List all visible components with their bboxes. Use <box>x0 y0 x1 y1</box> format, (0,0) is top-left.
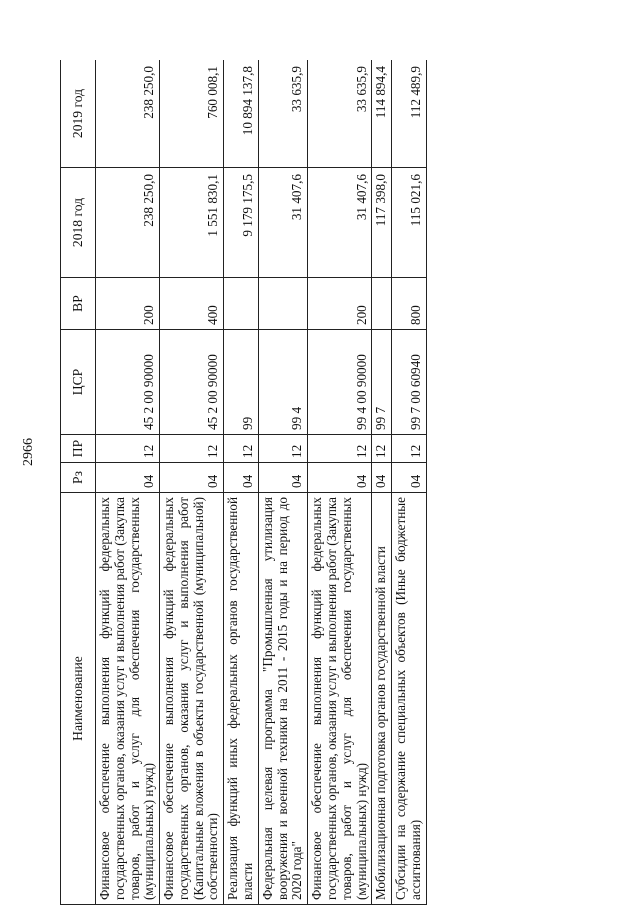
row-pr: 12 <box>96 435 160 463</box>
row-name: Реализация функций иных федеральных органов государственной власти <box>224 493 259 905</box>
row-pr: 12 <box>224 435 259 463</box>
row-2018: 31 407,6 <box>308 168 372 278</box>
row-pr: 12 <box>308 435 372 463</box>
row-2019: 10 894 137,8 <box>224 60 259 168</box>
row-pr: 12 <box>160 435 224 463</box>
header-csr: ЦСР <box>61 330 96 435</box>
row-2018: 115 021,6 <box>392 168 427 278</box>
row-2018: 238 250,0 <box>96 168 160 278</box>
budget-table <box>60 60 427 905</box>
budget-table-container <box>60 60 600 905</box>
row-csr: 99 4 <box>258 330 307 435</box>
row-2019: 33 635,9 <box>308 60 372 168</box>
row-name: Мобилизационная подготовка органов государственной власти <box>372 493 392 905</box>
row-csr: 99 <box>224 330 259 435</box>
header-2018: 2018 год <box>61 168 96 278</box>
table-row <box>392 60 427 905</box>
row-vr <box>224 278 259 330</box>
table-row <box>224 60 259 905</box>
row-vr <box>258 278 307 330</box>
table-header-row <box>61 60 96 905</box>
row-2018: 9 179 175,5 <box>224 168 259 278</box>
row-rz: 04 <box>96 463 160 493</box>
row-vr: 800 <box>392 278 427 330</box>
row-2019: 114 894,4 <box>372 60 392 168</box>
row-name: Финансовое обеспечение выполнения функций федеральных государственных органов, оказания услуг и выполнения работ (Закупка товаров, работ и услуг для обеспечения государственных (муниципальных) нужд) <box>308 493 372 905</box>
row-2018: 1 551 830,1 <box>160 168 224 278</box>
row-vr: 200 <box>308 278 372 330</box>
row-name: Субсидии на содержание специальных объектов (Иные бюджетные ассигнования) <box>392 493 427 905</box>
row-csr: 45 2 00 90000 <box>96 330 160 435</box>
row-2018: 31 407,6 <box>258 168 307 278</box>
table-row <box>258 60 307 905</box>
row-csr: 45 2 00 90000 <box>160 330 224 435</box>
row-pr: 12 <box>258 435 307 463</box>
row-vr <box>372 278 392 330</box>
header-pr: ПР <box>61 435 96 463</box>
header-vr: ВР <box>61 278 96 330</box>
table-row <box>372 60 392 905</box>
page-number-text: 2966 <box>21 438 36 466</box>
row-pr: 12 <box>392 435 427 463</box>
header-rz: Рз <box>61 463 96 493</box>
table-row <box>160 60 224 905</box>
row-2019: 33 635,9 <box>258 60 307 168</box>
row-name: Федеральная целевая программа "Промышленная утилизация вооружения и военной техники на 2011 - 2015 годы и на период до 2020 года" <box>258 493 307 905</box>
row-csr: 99 7 <box>372 330 392 435</box>
row-rz: 04 <box>308 463 372 493</box>
page-number <box>19 432 39 472</box>
row-csr: 99 7 00 60940 <box>392 330 427 435</box>
budget-table-rotated <box>60 60 600 905</box>
row-csr: 99 4 00 90000 <box>308 330 372 435</box>
row-2019: 112 489,9 <box>392 60 427 168</box>
row-2019: 238 250,0 <box>96 60 160 168</box>
row-rz: 04 <box>258 463 307 493</box>
row-rz: 04 <box>224 463 259 493</box>
header-name: Наименование <box>61 493 96 905</box>
row-rz: 04 <box>160 463 224 493</box>
row-2018: 117 398,0 <box>372 168 392 278</box>
row-vr: 400 <box>160 278 224 330</box>
header-2019: 2019 год <box>61 60 96 168</box>
row-rz: 04 <box>372 463 392 493</box>
table-row <box>96 60 160 905</box>
row-name: Финансовое обеспечение выполнения функций федеральных государственных органов, оказания услуг и выполнения работ (Закупка товаров, работ и услуг для обеспечения государственных (муниципальных) нужд) <box>96 493 160 905</box>
row-vr: 200 <box>96 278 160 330</box>
table-row <box>308 60 372 905</box>
row-name: Финансовое обеспечение выполнения функций федеральных государственных органов, оказания услуг и выполнения работ (Капитальные вложения в объекты государственной (муниципальной) собственности) <box>160 493 224 905</box>
row-pr: 12 <box>372 435 392 463</box>
row-rz: 04 <box>392 463 427 493</box>
row-2019: 760 008,1 <box>160 60 224 168</box>
